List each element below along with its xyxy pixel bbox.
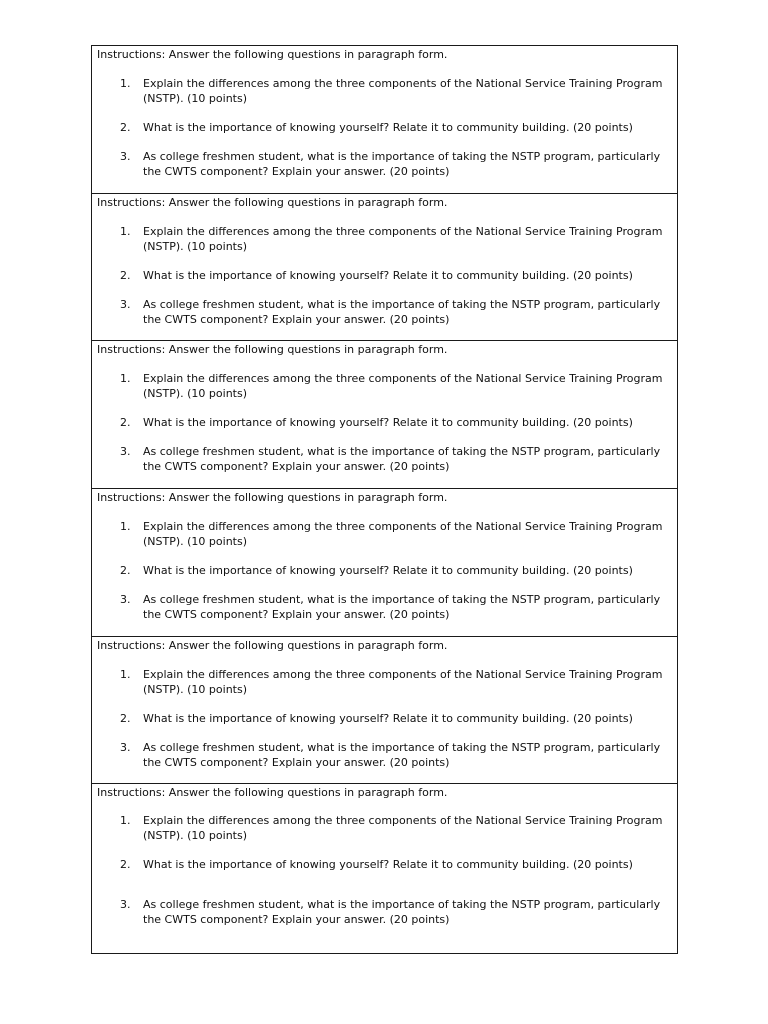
question-block-3 (92, 341, 677, 489)
question-text: Explain the differences among the three components of the National Service Training Program (NSTP). (10 points) (143, 668, 663, 696)
question-number: 2. (120, 269, 131, 282)
question-number: 3. (120, 741, 131, 754)
question-2 (120, 120, 672, 135)
question-text: As college freshmen student, what is the importance of taking the NSTP program, particularly the CWTS component? Explain your answer. (20 points) (143, 593, 661, 621)
question-number: 2. (120, 121, 131, 134)
question-1 (120, 667, 672, 697)
question-3 (120, 592, 672, 622)
question-3 (120, 149, 672, 179)
question-text: Explain the differences among the three components of the National Service Training Program (NSTP). (10 points) (143, 372, 663, 400)
question-text: Explain the differences among the three components of the National Service Training Program (NSTP). (10 points) (143, 814, 663, 842)
question-text: What is the importance of knowing yourself? Relate it to community building. (20 points) (143, 121, 633, 134)
question-number: 2. (120, 858, 131, 871)
question-block-4 (92, 489, 677, 637)
question-number: 1. (120, 814, 131, 827)
question-number: 2. (120, 712, 131, 725)
question-2 (120, 268, 672, 283)
question-1 (120, 813, 672, 843)
question-text: Explain the differences among the three components of the National Service Training Program (NSTP). (10 points) (143, 520, 663, 548)
question-1 (120, 76, 672, 106)
question-1 (120, 371, 672, 401)
question-text: What is the importance of knowing yourself? Relate it to community building. (20 points) (143, 269, 633, 282)
question-1 (120, 519, 672, 549)
question-1 (120, 224, 672, 254)
question-2 (120, 415, 672, 430)
question-number: 1. (120, 668, 131, 681)
instructions-line: Instructions: Answer the following questions in paragraph form. (97, 491, 448, 504)
question-3 (120, 444, 672, 474)
question-text: As college freshmen student, what is the importance of taking the NSTP program, particularly the CWTS component? Explain your answer. (20 points) (143, 445, 661, 473)
question-number: 3. (120, 150, 131, 163)
question-2 (120, 563, 672, 578)
question-number: 3. (120, 298, 131, 311)
instructions-line: Instructions: Answer the following questions in paragraph form. (97, 343, 448, 356)
question-text: What is the importance of knowing yourself? Relate it to community building. (20 points) (143, 416, 633, 429)
question-text: As college freshmen student, what is the importance of taking the NSTP program, particularly the CWTS component? Explain your answer. (20 points) (143, 898, 661, 926)
question-block-5 (92, 637, 677, 784)
question-number: 3. (120, 898, 131, 911)
question-text: Explain the differences among the three components of the National Service Training Program (NSTP). (10 points) (143, 77, 663, 105)
question-number: 1. (120, 372, 131, 385)
worksheet-sheet (91, 45, 678, 954)
question-text: What is the importance of knowing yourself? Relate it to community building. (20 points) (143, 858, 633, 871)
question-number: 2. (120, 564, 131, 577)
question-block-6 (92, 784, 677, 954)
instructions-line: Instructions: Answer the following questions in paragraph form. (97, 48, 448, 61)
question-text: As college freshmen student, what is the importance of taking the NSTP program, particularly the CWTS component? Explain your answer. (20 points) (143, 741, 661, 769)
question-block-1 (92, 46, 677, 194)
question-text: What is the importance of knowing yourself? Relate it to community building. (20 points) (143, 712, 633, 725)
question-2 (120, 857, 672, 872)
question-text: As college freshmen student, what is the importance of taking the NSTP program, particularly the CWTS component? Explain your answer. (20 points) (143, 150, 661, 178)
question-text: Explain the differences among the three components of the National Service Training Program (NSTP). (10 points) (143, 225, 663, 253)
instructions-line: Instructions: Answer the following questions in paragraph form. (97, 196, 448, 209)
question-2 (120, 711, 672, 726)
question-block-2 (92, 194, 677, 341)
question-3 (120, 897, 672, 927)
question-number: 1. (120, 77, 131, 90)
instructions-line: Instructions: Answer the following questions in paragraph form. (97, 639, 448, 652)
instructions-line: Instructions: Answer the following questions in paragraph form. (97, 786, 448, 799)
question-text: As college freshmen student, what is the importance of taking the NSTP program, particularly the CWTS component? Explain your answer. (20 points) (143, 298, 661, 326)
question-3 (120, 297, 672, 327)
question-3 (120, 740, 672, 770)
question-number: 1. (120, 520, 131, 533)
question-number: 3. (120, 593, 131, 606)
question-number: 2. (120, 416, 131, 429)
question-number: 1. (120, 225, 131, 238)
question-text: What is the importance of knowing yourself? Relate it to community building. (20 points) (143, 564, 633, 577)
question-number: 3. (120, 445, 131, 458)
